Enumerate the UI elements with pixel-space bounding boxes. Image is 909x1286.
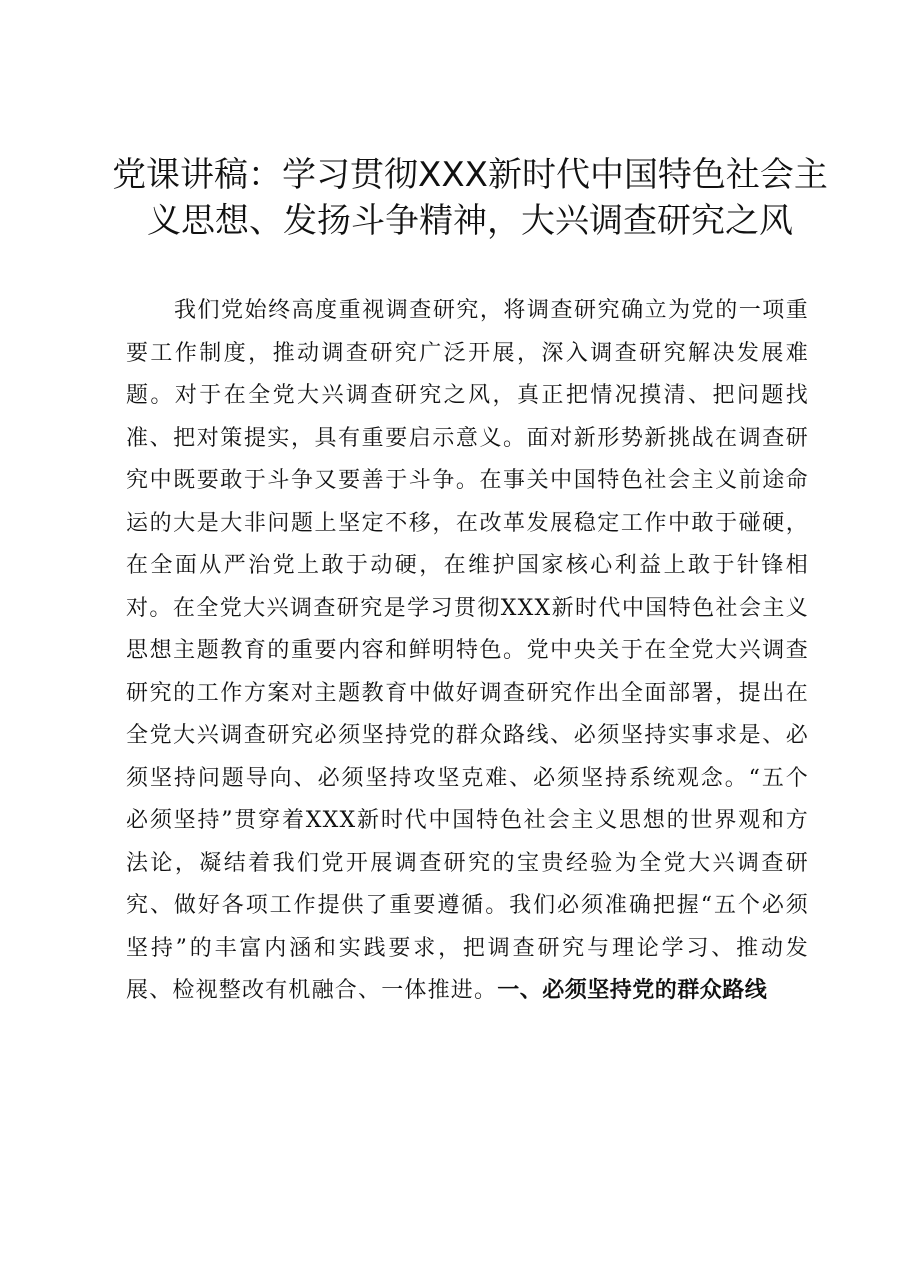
paragraph-text: 我们党始终高度重视调查研究，将调查研究确立为党的一项重要工作制度，推动调查研究广泛开展，深入调查研究解决发展难题。对于在全党大兴调查研究之风，真正把情况摸清、把问题找准、把对策提实，具有重要启示意义。面对新形势新挑战在调查研究中既要敢于斗争又要善于斗争。在事关中国特色社会主义前途命运的大是大非问题上坚定不移，在改革发展稳定工作中敢于碰硬，在全面从严治党上敢于动硬，在维护国家核心利益上敢于针锋相对。在全党大兴调查研究是学习贯彻XXX新时代中国特色社会主义思想主题教育的重要内容和鲜明特色。党中央关于在全党大兴调查研究的工作方案对主题教育中做好调查研究作出全面部署，提出在全党大兴调查研究必须坚持党的群众路线、必须坚持实事求是、必须坚持问题导向、必须坚持攻坚克难、必须坚持系统观念。“五个必须坚持”贯穿着XXX新时代中国特色社会主义思想的世界观和方法论，凝结着我们党开展调查研究的宝贵经验为全党大兴调查研究、做好各项工作提供了重要遵循。我们必须准确把握“五个必须坚持”的丰富内涵和实践要求，把调查研究与理论学习、推动发展、检视整改有机融合、一体推进。 <box>126 298 809 1003</box>
section-heading: 一、必须坚持党的群众路线 <box>497 978 768 1003</box>
document-title: 党课讲稿：学习贯彻XXX新时代中国特色社会主义思想、发扬斗争精神，大兴调查研究之风 <box>112 155 828 241</box>
body-paragraph <box>126 290 809 1013</box>
